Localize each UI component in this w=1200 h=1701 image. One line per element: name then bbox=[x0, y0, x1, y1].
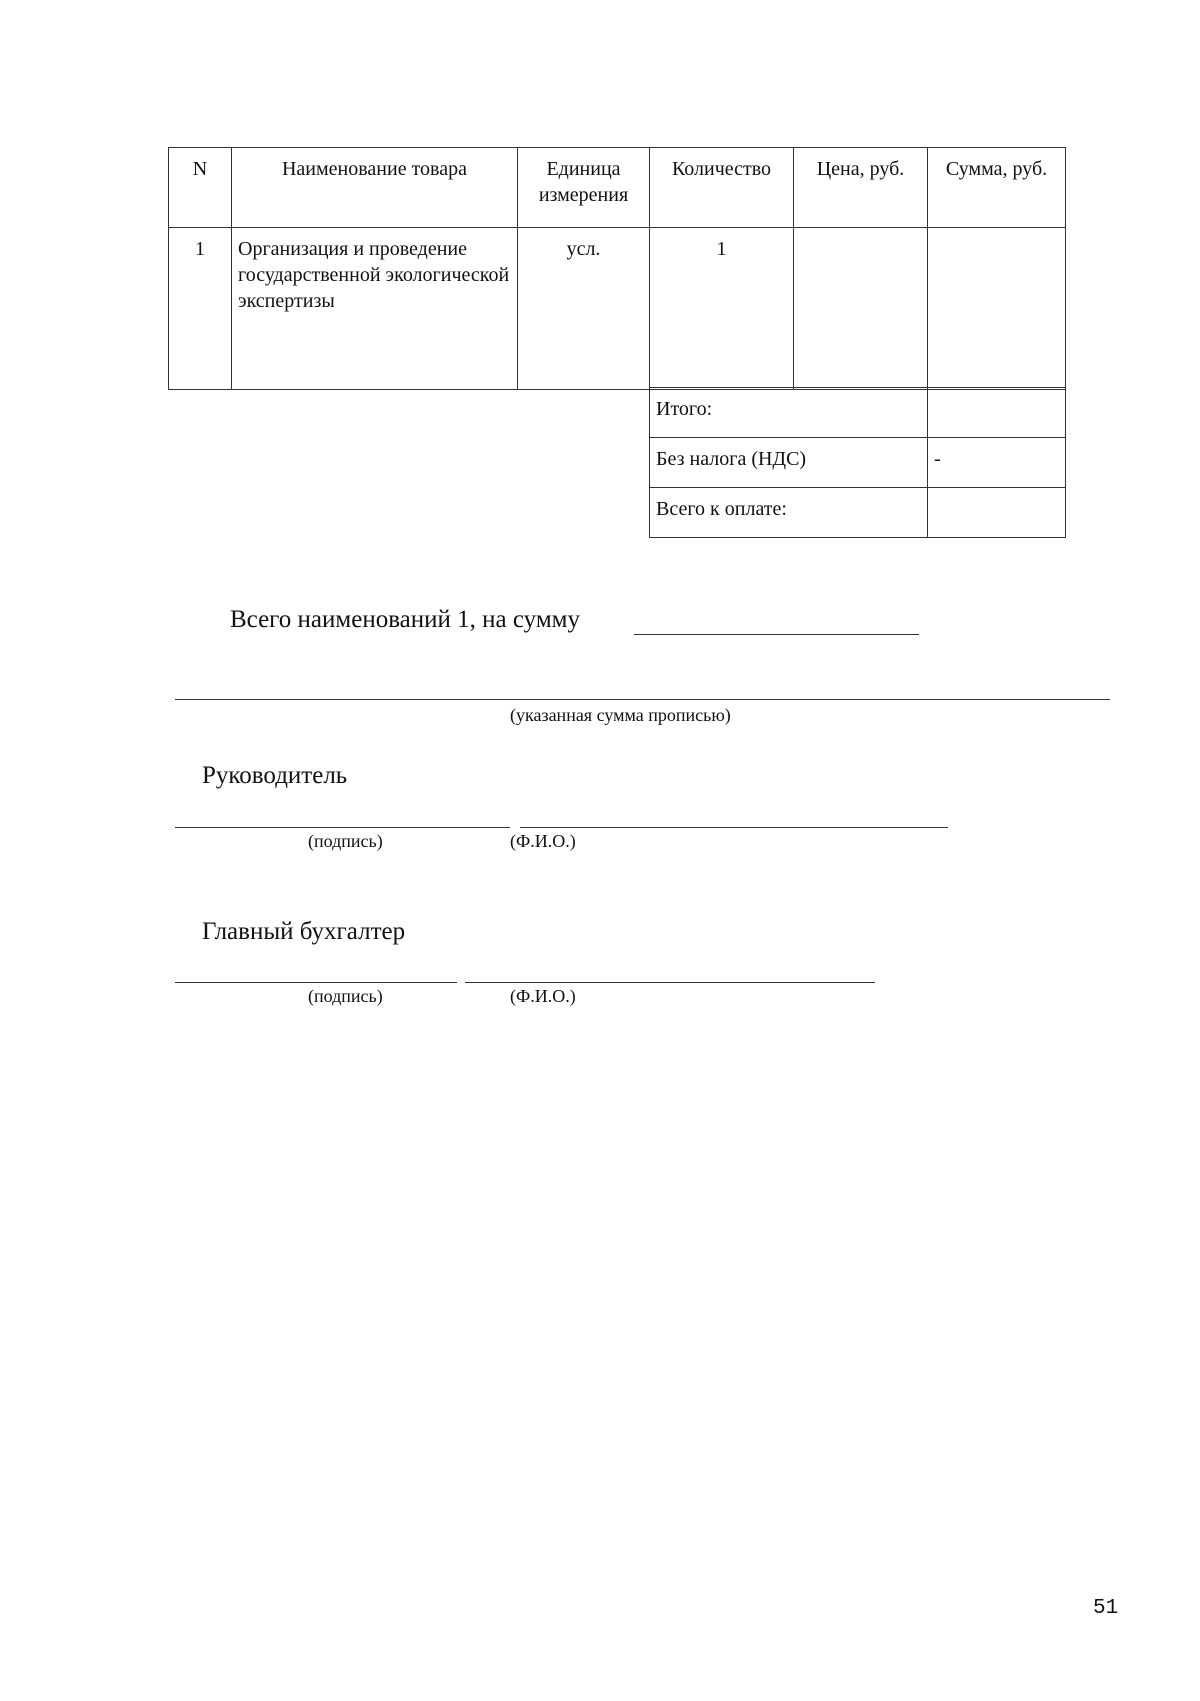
row-qty: 1 bbox=[650, 228, 794, 390]
summary-line: Всего наименований 1, на сумму bbox=[230, 606, 580, 633]
row-n: 1 bbox=[169, 228, 232, 390]
table-header-row bbox=[169, 148, 1066, 228]
amount-underline bbox=[634, 634, 919, 635]
manager-signature-caption: (подпись) bbox=[308, 831, 383, 851]
page-number: 51 bbox=[1093, 1597, 1119, 1620]
manager-title: Руководитель bbox=[202, 762, 348, 789]
totals-value: - bbox=[928, 438, 1066, 488]
header-unit: Единица измерения bbox=[518, 148, 650, 228]
accountant-title: Главный бухгалтер bbox=[202, 918, 406, 945]
totals-label: Всего к оплате: bbox=[650, 488, 928, 538]
header-price: Цена, руб. bbox=[794, 148, 928, 228]
header-name: Наименование товара bbox=[232, 148, 518, 228]
totals-value bbox=[928, 388, 1066, 438]
totals-table bbox=[649, 387, 1066, 538]
invoice-table bbox=[168, 147, 1066, 390]
table-row bbox=[169, 228, 1066, 390]
accountant-signature-line bbox=[175, 982, 457, 983]
accountant-fio-line bbox=[465, 982, 875, 983]
totals-row-total bbox=[650, 488, 1066, 538]
totals-value bbox=[928, 488, 1066, 538]
row-price bbox=[794, 228, 928, 390]
totals-label: Итого: bbox=[650, 388, 928, 438]
row-name: Организация и проведение государственной экологической экспертизы bbox=[232, 228, 518, 390]
totals-label: Без налога (НДС) bbox=[650, 438, 928, 488]
accountant-signature-caption: (подпись) bbox=[308, 986, 383, 1006]
header-sum: Сумма, руб. bbox=[928, 148, 1066, 228]
row-sum bbox=[928, 228, 1066, 390]
manager-signature-line bbox=[175, 827, 510, 828]
header-n: N bbox=[169, 148, 232, 228]
header-qty: Количество bbox=[650, 148, 794, 228]
totals-row-itogo bbox=[650, 388, 1066, 438]
manager-fio-caption: (Ф.И.О.) bbox=[510, 831, 576, 851]
manager-fio-line bbox=[520, 827, 948, 828]
accountant-fio-caption: (Ф.И.О.) bbox=[510, 986, 576, 1006]
amount-words-caption: (указанная сумма прописью) bbox=[510, 705, 731, 725]
row-unit: усл. bbox=[518, 228, 650, 390]
totals-row-nds bbox=[650, 438, 1066, 488]
amount-words-line bbox=[175, 699, 1110, 700]
